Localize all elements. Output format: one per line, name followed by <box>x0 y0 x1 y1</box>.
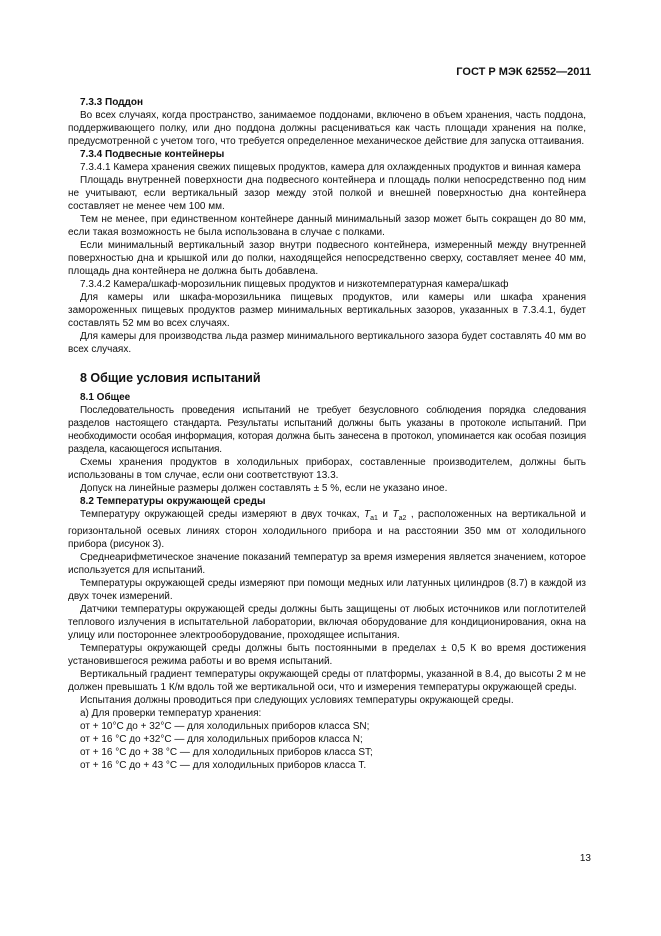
paragraph: Схемы хранения продуктов в холодильных приборах, составленные производителем, должны быть использованы в том случае, если они соответствуют 13.3. <box>68 457 586 481</box>
paragraph: Тем не менее, при единственном контейнере данный минимальный зазор может быть сокращен до 80 мм, если такая возможность не была использована в случае с полками. <box>68 214 586 238</box>
range-line-sn: от + 10°С до + 32°С — для холодильных приборов класса SN; <box>80 721 370 732</box>
paragraph-ambient-points <box>68 508 586 551</box>
paragraph: Во всех случаях, когда пространство, занимаемое поддонами, включено в объем хранения, часть поддона, поддерживающего полку, или дно поддона должны расцениваться как часть площади хранения на полке, предусмотренной с учетом того, что требуется определенное механическое действие для запуска оттаивания. <box>68 110 586 147</box>
paragraph: Температуры окружающей среды должны быть постоянными в пределах ± 0,5 К во время достижения установившегося режима работы и во время испытаний. <box>68 643 586 667</box>
section-8-2-heading: 8.2 Температуры окружающей среды <box>80 496 266 507</box>
list-item-a: а) Для проверки температур хранения: <box>80 708 262 719</box>
paragraph: Площадь внутренней поверхности дна подвесного контейнера и площадь полки непосредственно под ним не учитывают, если вертикальный зазор между этой полкой и внешней поверхностью дна контейнера составляет не менее чем 100 мм. <box>68 175 586 212</box>
document-header: ГОСТ Р МЭК 62552—2011 <box>456 66 591 78</box>
document-body <box>68 96 586 772</box>
subscript-a2: a2 <box>398 515 407 522</box>
subsection-7-3-4-2: 7.3.4.2 Камера/шкаф-морозильник пищевых продуктов и низкотемпературная камера/шкаф <box>80 279 509 290</box>
text-run: и <box>377 509 393 520</box>
paragraph: Для камеры для производства льда размер минимального вертикального зазора будет составлять 40 мм во всех случаях. <box>68 331 586 355</box>
paragraph: Для камеры или шкафа-морозильника пищевых продуктов, или камеры или шкафа хранения замороженных пищевых продуктов размер минимальных вертикальных зазоров, указанных в 7.3.4.1, будет составлять 52 мм во всех случаях. <box>68 292 586 329</box>
paragraph: Температуры окружающей среды измеряют при помощи медных или латунных цилиндров (8.7) в каждой из двух точек измерений. <box>68 578 586 602</box>
paragraph: Если минимальный вертикальный зазор внутри подвесного контейнера, измеренный между внутренней поверхностью дна и крышкой или до полки, находящейся непосредственно сверху, составляет менее 40 мм, площадь дна контейнера не должна быть добавлена. <box>68 240 586 277</box>
paragraph: Допуск на линейные размеры должен составлять ± 5 %, если не указано иное. <box>80 483 448 494</box>
paragraph: Среднеарифметическое значение показаний температур за время измерения является значением, которое используется для испытаний. <box>68 552 586 576</box>
paragraph: Датчики температуры окружающей среды должны быть защищены от любых источников или поглотителей теплового излучения в испытательной лаборатории, включая оборудование для кондиционирования, окна на улицу или постороннее электрооборудование, проходящее испытания. <box>68 604 586 641</box>
section-8-heading: 8 Общие условия испытаний <box>80 371 261 385</box>
symbol-t: T <box>392 509 399 520</box>
subscript-a1: a1 <box>370 515 378 522</box>
section-8-1-heading: 8.1 Общее <box>80 392 131 403</box>
text-run: Температуру окружающей среды измеряют в двух точках, <box>80 509 365 520</box>
paragraph: Испытания должны проводиться при следующих условиях температуры окружающей среды. <box>80 695 514 706</box>
subsection-7-3-4-1: 7.3.4.1 Камера хранения свежих пищевых продуктов, камера для охлажденных продуктов и винная камера <box>80 162 581 173</box>
section-7-3-4-heading: 7.3.4 Подвесные контейнеры <box>80 149 225 160</box>
range-line-t: от + 16 °С до + 43 °С — для холодильных приборов класса Т. <box>80 760 367 771</box>
section-7-3-3-heading: 7.3.3 Поддон <box>80 97 144 108</box>
range-line-n: от + 16 °С до +32°С — для холодильных приборов класса N; <box>80 734 363 745</box>
paragraph: Вертикальный градиент температуры окружающей среды от платформы, указанной в 8.4, до высоты 2 м не должен превышать 1 К/м вдоль той же вертикальной оси, что и измерения температуры окружающей среды. <box>68 669 586 693</box>
symbol-t: T <box>364 509 371 520</box>
text-run: , расположенных на вертикальной и горизонтальной осевых линиях сторон холодильного прибора и на расстоянии 350 мм от холодильного прибора (рисунок 3). <box>68 509 586 550</box>
page-number: 13 <box>579 853 591 864</box>
range-line-st: от + 16 °С до + 38 °С — для холодильных приборов класса ST; <box>80 747 373 758</box>
paragraph: Последовательность проведения испытаний не требует безусловного соблюдения порядка следования разделов настоящего стандарта. Результаты испытаний должны быть указаны в протоколе испытаний. При необходимости особая информация, которая должна быть занесена в протокол, упоминается как особая позиция раздела, касающегося испытания. <box>68 405 586 455</box>
